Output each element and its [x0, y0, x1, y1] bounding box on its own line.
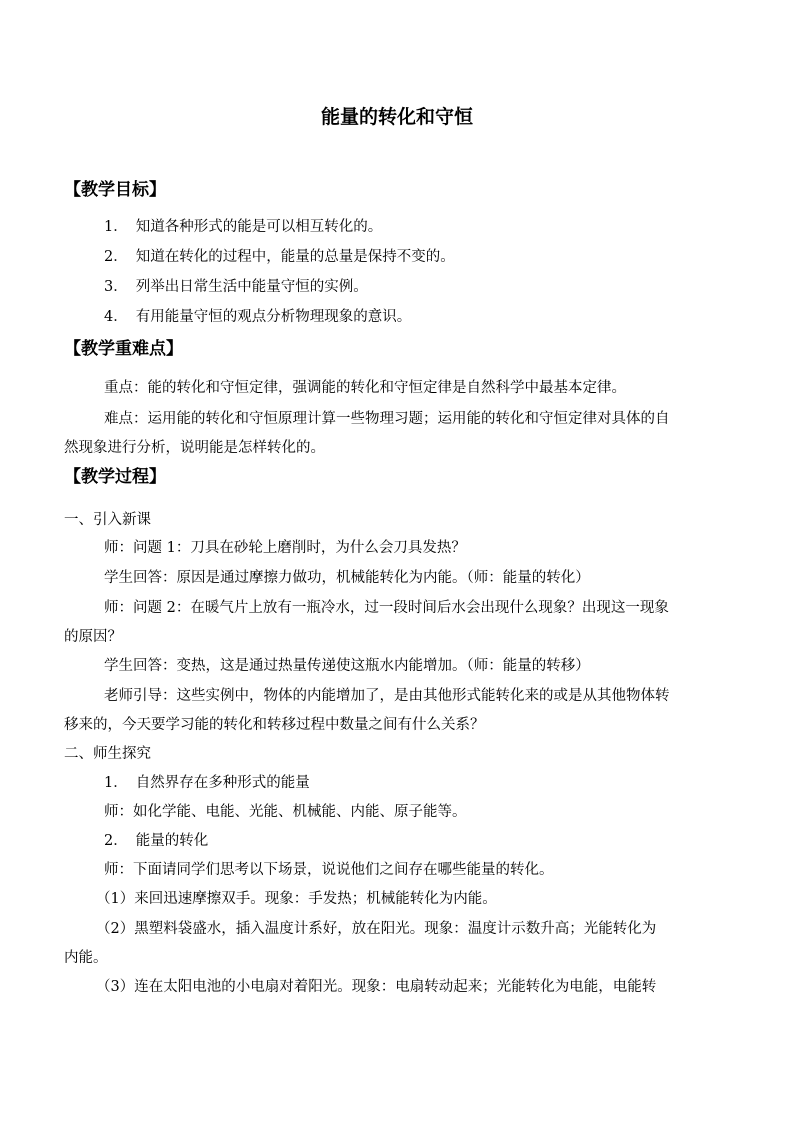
goal-item-number: 1．	[104, 219, 128, 235]
student-answer-1: 学生回答：原因是通过摩擦力做功，机械能转化为内能。（师：能量的转化）	[104, 570, 590, 586]
document-title: 能量的转化和守恒	[320, 106, 473, 128]
section-heading-goals: 【教学目标】	[64, 180, 166, 200]
topic-number: 2．	[104, 833, 128, 849]
teacher-question-2-cont: 的原因？	[64, 629, 122, 645]
topic-text: 能量的转化	[135, 833, 209, 849]
teacher-question-1: 师：问题 1：刀具在砂轮上磨削时，为什么会刀具发热？	[104, 540, 466, 556]
topic-heading	[104, 772, 310, 794]
difficult-point-text: 难点：运用能的转化和守恒原理计算一些物理习题；运用能的转化和守恒定律对具体的自	[104, 411, 670, 427]
goal-item	[104, 246, 455, 268]
scenario-item: （3）连在太阳电池的小电扇对着阳光。现象：电扇转动起来；光能转化为电能，电能转	[96, 979, 657, 995]
topic-number: 1．	[104, 775, 128, 791]
section-heading-process: 【教学过程】	[64, 467, 166, 487]
teacher-question-2: 师：问题 2：在暖气片上放有一瓶冷水，过一段时间后水会出现什么现象？出现这一现象	[104, 600, 669, 616]
topic-text: 自然界存在多种形式的能量	[135, 775, 310, 791]
goal-item-text: 列举出日常生活中能量守恒的实例。	[135, 279, 368, 295]
goal-item	[104, 306, 411, 328]
scenario-item: （1）来回迅速摩擦双手。现象：手发热；机械能转化为内能。	[96, 891, 497, 907]
subsection-title: 一、引入新课	[64, 512, 151, 528]
scenario-item: （2）黑塑料袋盛水，插入温度计系好，放在阳光。现象：温度计示数升高；光能转化为	[96, 921, 657, 937]
goal-item-number: 4．	[104, 309, 128, 325]
goal-item-text: 知道在转化的过程中，能量的总量是保持不变的。	[135, 249, 455, 265]
topic-body: 师：下面请同学们思考以下场景，说说他们之间存在哪些能量的转化。	[104, 862, 554, 878]
section-heading-keypoints: 【教学重难点】	[64, 339, 183, 359]
subsection-title: 二、师生探究	[64, 746, 151, 762]
student-answer-2: 学生回答：变热，这是通过热量传递使这瓶水内能增加。（师：能量的转移）	[104, 658, 590, 674]
goal-item	[104, 216, 382, 238]
scenario-item-cont: 内能。	[64, 950, 108, 966]
goal-item-number: 2．	[104, 249, 128, 265]
goal-item-text: 有用能量守恒的观点分析物理现象的意识。	[135, 309, 412, 325]
topic-body: 师：如化学能、电能、光能、机械能、内能、原子能等。	[104, 804, 467, 820]
teacher-guide: 老师引导：这些实例中，物体的内能增加了，是由其他形式能转化来的或是从其他物体转	[104, 688, 670, 704]
goal-item-number: 3．	[104, 279, 128, 295]
key-point-text: 重点：能的转化和守恒定律，强调能的转化和守恒定律是自然科学中最基本定律。	[104, 380, 626, 396]
teacher-guide-cont: 移来的，今天要学习能的转化和转移过程中数量之间有什么关系？	[64, 717, 485, 733]
goal-item	[104, 276, 368, 298]
difficult-point-text-cont: 然现象进行分析，说明能是怎样转化的。	[64, 440, 325, 456]
goal-item-text: 知道各种形式的能是可以相互转化的。	[135, 219, 383, 235]
topic-heading	[104, 830, 208, 852]
